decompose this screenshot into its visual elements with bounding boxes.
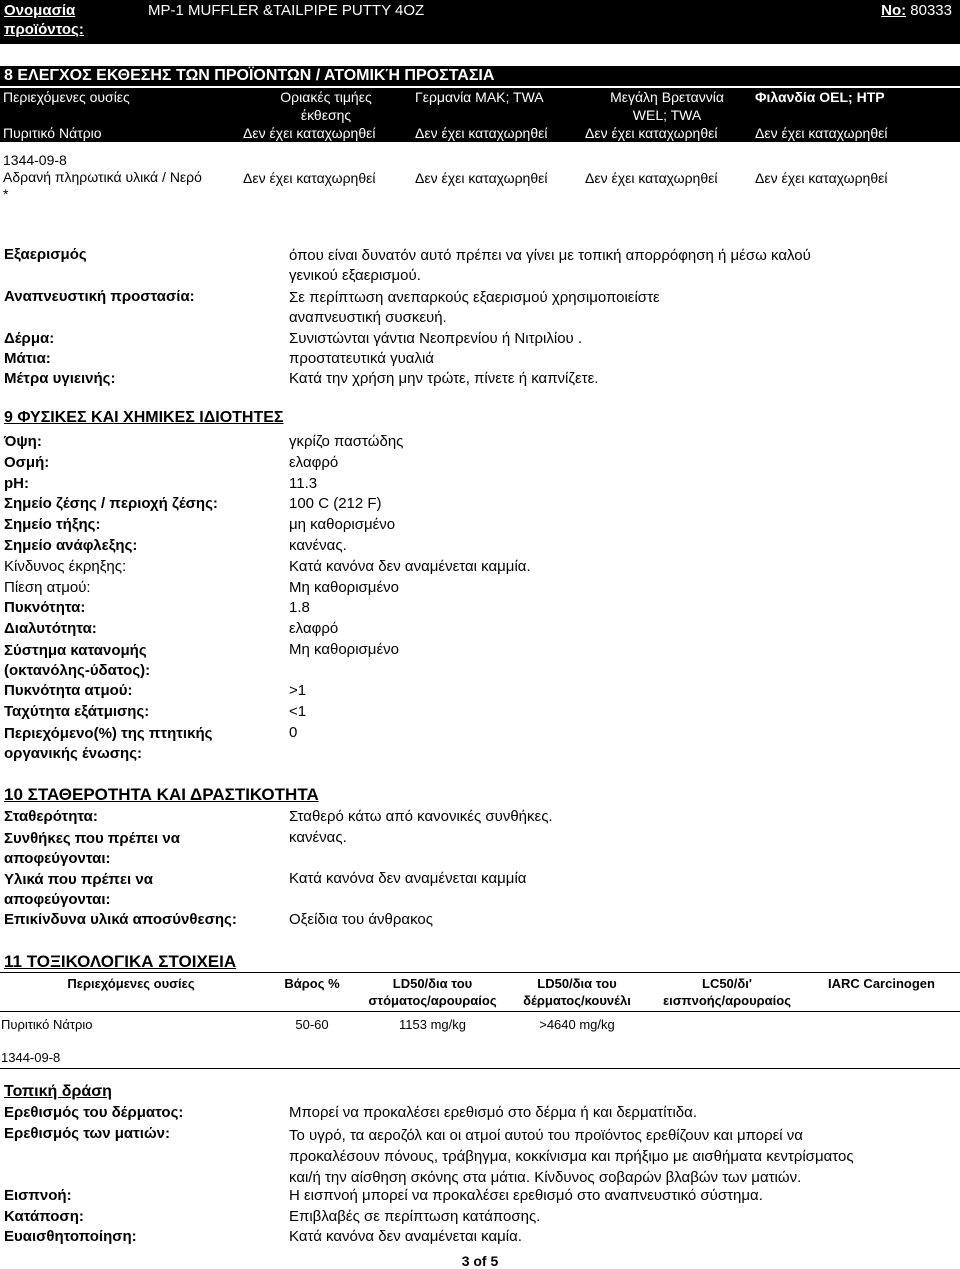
cell-value: Δεν έχει καταχωρηθεί [752, 169, 960, 203]
table-header-row [0, 973, 960, 1012]
cell-value: Δεν έχει καταχωρηθεί [582, 169, 752, 203]
skin-irritation-value: Μπορεί να προκαλέσει ερεθισμό στο δέρμα ή και δερματίτιδα. [289, 1104, 697, 1121]
prop-label: Οσμή: [4, 454, 50, 471]
table-row-cas [0, 142, 960, 169]
section-8-title: 8 ΕΛΕΓΧΟΣ ΕΚΘΕΣΗΣ ΤΩΝ ΠΡΟΪΟΝΤΩΝ / ΑΤΟΜΙΚΉ ΠΡΟΣΤΑΣΙΑ [0, 66, 960, 86]
prop-value: κανένας. [289, 537, 347, 554]
cell-substance: Πυριτικό Νάτριο [0, 124, 240, 142]
hygiene-label: Μέτρα υγιεινής: [4, 370, 116, 387]
eyes-label: Μάτια: [4, 350, 51, 367]
prop-label: Περιεχόμενο(%) της πτητικής οργανικής ένωσης: [4, 725, 213, 762]
ingestion-value: Επιβλαβές σε περίπτωση κατάποσης. [289, 1208, 541, 1225]
stability-value: Σταθερό κάτω από κανονικές συνθήκες. [289, 808, 553, 825]
inhalation-value: Η εισπνοή μπορεί να προκαλέσει ερεθισμό στο αναπνευστικό σύστημα. [289, 1187, 763, 1204]
prop-value: Μη καθορισμένο [289, 579, 399, 596]
prop-value: ελαφρό [289, 620, 339, 637]
col-header-iarc: IARC Carcinogen [803, 973, 960, 1012]
eye-irritation-label: Ερεθισμός των ματιών: [4, 1125, 170, 1142]
prop-label: Πυκνότητα ατμού: [4, 682, 133, 699]
cell-value: Δεν έχει καταχωρηθεί [412, 124, 582, 142]
skin-irritation-label: Ερεθισμός του δέρματος: [4, 1104, 184, 1121]
cell-cas: 1344-09-8 [0, 142, 240, 169]
document-header [0, 0, 960, 44]
document-number [881, 1, 952, 20]
cell-value: Δεν έχει καταχωρηθεί [752, 124, 960, 142]
page-number: 3 of 5 [461, 1253, 499, 1269]
exposure-limits-table [0, 88, 960, 203]
prop-value: <1 [289, 703, 307, 720]
prop-label: Σύστημα κατανομής (οκτανόλης-ύδατος): [4, 642, 151, 679]
cell-iarc [803, 1012, 960, 1036]
prop-value: 0 [289, 724, 298, 741]
hygiene-value: Κατά την χρήση μην τρώτε, πίνετε ή καπνίζετε. [289, 370, 599, 387]
number-label: No: [881, 2, 907, 19]
col-header-weight: Βάρος % [262, 973, 362, 1012]
prop-label: Διαλυτότητα: [4, 620, 97, 637]
prop-label: Ταχύτητα εξάτμισης: [4, 703, 150, 720]
col-header-ld50-oral: LD50/δια του στόματος/αρουραίος [362, 973, 503, 1012]
skin-value: Συνιστώνται γάντια Νεοπρενίου ή Νιτριλίου . [289, 330, 583, 347]
cell-cas: 1344-09-8 [0, 1035, 262, 1069]
prop-label: Κίνδυνος έκρηξης: [4, 558, 127, 575]
conditions-value: κανένας. [289, 829, 347, 846]
decomposition-value: Οξείδια του άνθρακος [289, 911, 433, 928]
product-label-line1: Ονομασία [4, 2, 76, 19]
cell-ld50-oral: 1153 mg/kg [399, 1017, 466, 1032]
col-header-substances: Περιεχόμενες ουσίες [0, 88, 240, 124]
col-header-germany: Γερμανία MAK; TWA [412, 88, 582, 124]
cell-substance: Αδρανή πληρωτικά υλικά / Νερό * [0, 169, 240, 203]
col-header-ld50-dermal: LD50/δια του δέρματος/κουνέλι [503, 973, 651, 1012]
table-row [0, 124, 960, 142]
col-header-lc50: LC50/δι' εισπνοής/αρουραίος [651, 973, 803, 1012]
table-header-row [0, 88, 960, 124]
cell-lc50 [651, 1012, 803, 1036]
prop-value: 100 C (212 F) [289, 495, 382, 512]
number-value: 80333 [910, 2, 952, 19]
prop-value: 1.8 [289, 599, 310, 616]
prop-label: Σημείο τήξης: [4, 516, 101, 533]
section-10-title: 10 ΣΤΑΘΕΡΟΤΗΤΑ ΚΑΙ ΔΡΑΣΤΙΚΟΤΗΤΑ [4, 785, 319, 804]
prop-value: 11.3 [289, 475, 318, 492]
prop-value: Μη καθορισμένο [289, 641, 399, 658]
prop-label: Όψη: [4, 433, 42, 450]
prop-label: Σημείο ζέσης / περιοχή ζέσης: [4, 495, 218, 512]
sensitization-value: Κατά κανόνα δεν αναμένεται καμία. [289, 1228, 522, 1245]
section-9-title: 9 ΦΥΣΙΚΕΣ ΚΑΙ ΧΗΜΙΚΕΣ ΙΔΙΟΤΗΤΕΣ [4, 409, 284, 426]
eyes-value: προστατευτικά γυαλιά [289, 350, 434, 367]
cell-value: Δεν έχει καταχωρηθεί [582, 124, 752, 142]
ventilation-label: Εξαερισμός [4, 246, 87, 263]
prop-label: pH: [4, 475, 29, 492]
cell-value: Δεν έχει καταχωρηθεί [412, 169, 582, 203]
product-name-label [4, 1, 84, 39]
cell-ld50-dermal: >4640 mg/kg [539, 1017, 615, 1032]
prop-label: Πίεση ατμού: [4, 579, 91, 596]
eye-irritation-value: Το υγρό, τα αεροζόλ και οι ατμοί αυτού του προϊόντος ερεθίζουν και μπορεί να προκαλέσουν πόνους, τράβηγμα, κοκκίνισμα και πρήξιμο με αισθήματα κεντρίσματος και/ή την αίσθηση σκόνης στα μάτια. Κίνδυνος σοβαρών βλαβών των ματιών. [289, 1127, 854, 1186]
inhalation-label: Εισπνοή: [4, 1187, 72, 1204]
prop-label: Σημείο ανάφλεξης: [4, 537, 138, 554]
sensitization-label: Ευαισθητοποίηση: [4, 1228, 137, 1245]
col-header-substances: Περιεχόμενες ουσίες [0, 973, 262, 1012]
col-header-limits: Οριακές τιμήες έκθεσης [240, 88, 412, 124]
materials-value: Κατά κανόνα δεν αναμένεται καμμία [289, 870, 527, 887]
respiratory-value: Σε περίπτωση ανεπαρκούς εξαερισμού χρησιμοποιείστε αναπνευστική συσκευή. [289, 289, 660, 326]
decomposition-label: Επικίνδυνα υλικά αποσύνθεσης: [4, 911, 237, 928]
materials-label: Υλικά που πρέπει να αποφεύγονται: [4, 871, 153, 908]
prop-value: Κατά κανόνα δεν αναμένεται καμμία. [289, 558, 531, 575]
prop-value: γκρίζο παστώδης [289, 433, 404, 450]
cell-value: Δεν έχει καταχωρηθεί [240, 124, 412, 142]
prop-value: >1 [289, 682, 307, 699]
prop-value: μη καθορισμένο [289, 516, 396, 533]
product-name: MP-1 MUFFLER &TAILPIPE PUTTY 4OZ [148, 2, 425, 19]
local-effects-title: Τοπική δράση [4, 1083, 112, 1100]
respiratory-label: Αναπνευστική προστασία: [4, 288, 195, 305]
prop-value: ελαφρό [289, 454, 339, 471]
table-row-cas [0, 1035, 960, 1069]
table-row [0, 1012, 960, 1036]
cell-value: Δεν έχει καταχωρηθεί [240, 169, 412, 203]
section-11-title: 11 ΤΟΞΙΚΟΛΟΓΙΚΑ ΣΤΟΙΧΕΙΑ [4, 952, 237, 971]
prop-label: Πυκνότητα: [4, 599, 86, 616]
skin-label: Δέρμα: [4, 330, 55, 347]
conditions-label: Συνθήκες που πρέπει να αποφεύγονται: [4, 830, 180, 867]
stability-label: Σταθερότητα: [4, 808, 98, 825]
toxicology-table [0, 972, 960, 1069]
ingestion-label: Κατάποση: [4, 1208, 84, 1225]
col-header-finland: Φιλανδία OEL; HTP [752, 88, 960, 124]
col-header-uk: Μεγάλη Βρεταννία WEL; TWA [582, 88, 752, 124]
cell-substance: Πυριτικό Νάτριο [1, 1017, 93, 1032]
cell-weight: 50-60 [295, 1017, 329, 1032]
ventilation-value: όπου είναι δυνατόν αυτό πρέπει να γίνει με τοπική απορρόφηση ή μέσω καλού γενικού εξαερισμού. [289, 247, 811, 284]
table-row [0, 169, 960, 203]
product-label-line2: προϊόντος: [4, 21, 84, 38]
